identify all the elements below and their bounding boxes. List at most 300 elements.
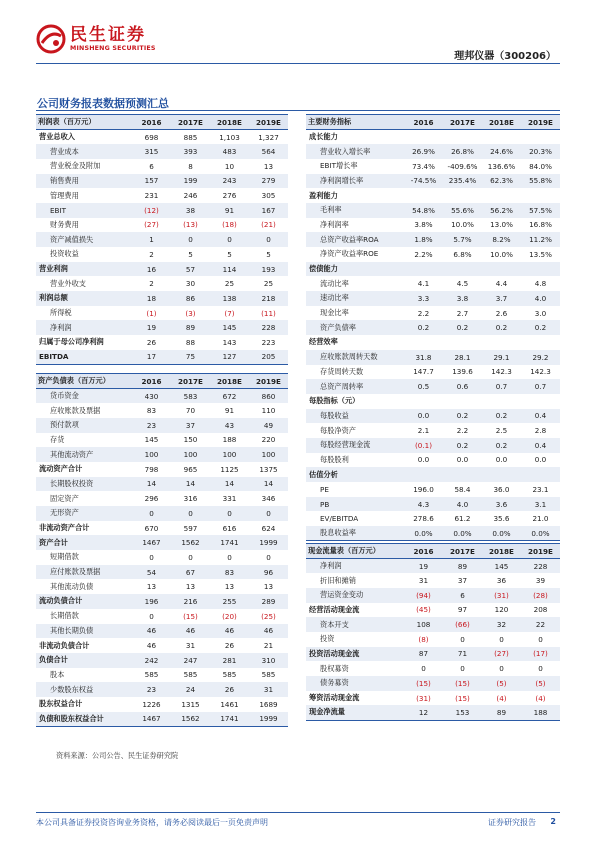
cell-value: 188 [521, 705, 560, 720]
row-label: 毛利率 [306, 203, 404, 218]
cell-value: (15) [183, 611, 198, 621]
row-label: 净利润 [36, 320, 132, 335]
cell-value: 4.0 [443, 497, 482, 512]
cell-value: 143 [222, 337, 237, 347]
cell-value: 10.0% [451, 220, 474, 230]
cell-value: 54 [132, 565, 171, 580]
cell-value: 228 [521, 559, 560, 574]
cell-value: 331 [222, 494, 237, 504]
cell-value: -74.5% [404, 174, 443, 189]
cell-value: 193 [249, 262, 288, 277]
cell-value: 231 [144, 191, 159, 201]
row-label: 销售费用 [36, 174, 132, 189]
cell-value: 25 [263, 279, 274, 289]
cell-value: 89 [171, 320, 210, 335]
table-row [306, 526, 560, 541]
table-title: 现金流量表（百万元） [306, 544, 404, 559]
table-row [36, 433, 288, 448]
cell-value: 1125 [220, 464, 239, 474]
table-row [306, 276, 560, 291]
row-label: 每股净资产 [320, 425, 356, 435]
table-row [36, 638, 288, 653]
cell-value: 0.7 [521, 379, 560, 394]
cell-value: 31 [249, 682, 288, 697]
cell-value: 55.8% [521, 174, 560, 189]
cell-value: 13.5% [529, 249, 552, 259]
row-label: EBIT增长率 [320, 161, 358, 171]
table-row [306, 453, 560, 468]
cell-value: 6.8% [453, 249, 472, 259]
year-header: 2018E [482, 115, 521, 130]
cell-value: 139.6 [452, 367, 473, 377]
cell-value: 2.1 [417, 426, 430, 436]
cell-value: (45) [416, 605, 431, 615]
cell-value: 0.2 [482, 438, 521, 453]
cell-value: 4.4 [495, 279, 508, 289]
cell-value [443, 262, 482, 277]
cell-value: 57 [171, 262, 210, 277]
row-label: 营业总收入 [39, 132, 75, 142]
cell-value: (7) [224, 308, 235, 318]
row-label: 所得税 [50, 308, 72, 318]
cell-value: 243 [210, 174, 249, 189]
cell-value: 70 [185, 406, 196, 416]
cell-value: 0.0% [404, 526, 443, 541]
cell-value: 29.2 [521, 350, 560, 365]
row-label: 资本开支 [306, 617, 404, 632]
table-row [36, 712, 288, 727]
table-row [306, 379, 560, 394]
table-row [36, 247, 288, 262]
cell-value: 624 [261, 523, 276, 533]
table-row [306, 409, 560, 424]
row-label: 应收账款周转天数 [306, 350, 404, 365]
table-row [306, 130, 560, 145]
cell-value: 29.1 [482, 350, 521, 365]
cell-value: 279 [249, 174, 288, 189]
cell-value: 108 [404, 617, 443, 632]
year-header: 2017E [443, 115, 482, 130]
cell-value: 10 [224, 161, 235, 171]
year-header: 2019E [521, 544, 560, 559]
cell-value: 0 [149, 552, 154, 562]
table-row [306, 365, 560, 380]
cell-value: 136.6% [487, 161, 516, 171]
table-header-row [36, 115, 288, 130]
cell-value: 188 [222, 435, 237, 445]
cell-value: 31 [185, 641, 196, 651]
cell-value: 145 [144, 435, 159, 445]
table-row [36, 535, 288, 550]
cell-value: 0.0 [456, 455, 469, 465]
cell-value: 1689 [259, 699, 278, 709]
table-row [36, 218, 288, 233]
cell-value: 0.0% [521, 526, 560, 541]
row-label: 投资收益 [50, 249, 79, 259]
cell-value: 296 [144, 494, 159, 504]
cell-value: 564 [249, 144, 288, 159]
row-label: 负债和股东权益合计 [36, 712, 132, 727]
cell-value [443, 335, 482, 350]
data-source-note: 资料来源：公司公告、民生证券研究院 [56, 751, 179, 760]
table-row [36, 506, 288, 521]
cell-value: 1.8% [404, 232, 443, 247]
cell-value: 1375 [259, 464, 278, 474]
table-row [36, 291, 288, 306]
row-label: PB [306, 497, 404, 512]
table-row [36, 262, 288, 277]
cell-value: 2.5 [495, 426, 508, 436]
cell-value: 0.0% [443, 526, 482, 541]
company-ticker: 理邦仪器（300206） [454, 51, 556, 62]
cell-value: 100 [249, 447, 288, 462]
cell-value: 0 [266, 552, 271, 562]
cell-value: 89 [482, 705, 521, 720]
cell-value [404, 335, 443, 350]
row-label: 其他流动负债 [50, 581, 94, 591]
cell-value: 36.0 [493, 484, 510, 494]
cell-value: 483 [210, 144, 249, 159]
cell-value: 2.6 [495, 308, 508, 318]
cell-value: 5 [188, 249, 193, 259]
cell-value: 0.2 [443, 409, 482, 424]
cell-value: 1741 [210, 712, 249, 727]
row-label: 无形资产 [36, 506, 132, 521]
table-row [306, 159, 560, 174]
cell-value: (8) [418, 634, 429, 644]
cell-value: 83 [146, 406, 157, 416]
table-row [36, 565, 288, 580]
cell-value [404, 467, 443, 482]
cell-value: 167 [249, 203, 288, 218]
cell-value: 14 [171, 477, 210, 492]
cell-value: (15) [404, 676, 443, 691]
cell-value: 0 [499, 664, 504, 674]
cell-value: 35.6 [493, 514, 510, 524]
table-row [306, 262, 560, 277]
cell-value: 670 [144, 523, 159, 533]
table-row [306, 573, 560, 588]
cell-value: 153 [443, 705, 482, 720]
cell-value: 0.4 [521, 409, 560, 424]
cell-value: (25) [261, 611, 276, 621]
year-header: 2017E [171, 374, 210, 389]
cell-value [521, 262, 560, 277]
table-row [306, 423, 560, 438]
table-row [36, 335, 288, 350]
table-row [306, 676, 560, 691]
table-row [36, 144, 288, 159]
cell-value: 3.8 [443, 291, 482, 306]
row-label: 财务费用 [50, 219, 79, 229]
cell-value: 3.8% [414, 220, 433, 230]
cell-value: 0 [538, 664, 543, 674]
cell-value: 0.0 [534, 455, 547, 465]
cell-value: 73.4% [412, 161, 435, 171]
cell-value: 255 [210, 594, 249, 609]
cell-value: 3.1 [521, 497, 560, 512]
table-row [306, 394, 560, 409]
row-label: 归属于母公司净利润 [39, 337, 104, 347]
cell-value: 21 [263, 641, 274, 651]
cell-value: 26 [210, 682, 249, 697]
cell-value: 75 [171, 350, 210, 365]
cell-value: 37 [457, 576, 468, 586]
cell-value: 585 [183, 670, 198, 680]
table-row [306, 188, 560, 203]
cell-value [404, 262, 443, 277]
row-label: 负债合计 [36, 653, 132, 668]
cell-value: 316 [183, 494, 198, 504]
cell-value: 145 [482, 559, 521, 574]
year-header: 2018E [482, 544, 521, 559]
cell-value: 157 [132, 174, 171, 189]
table-title: 资产负债表（百万元） [36, 374, 132, 389]
cell-value: -409.6% [447, 161, 478, 171]
cell-value: (13) [183, 220, 198, 230]
cell-value: 96 [249, 565, 288, 580]
row-label: 固定资产 [50, 493, 79, 503]
cell-value: 2.2% [414, 249, 433, 259]
cell-value: 62.3% [482, 174, 521, 189]
table-row [36, 203, 288, 218]
year-header: 2019E [249, 374, 288, 389]
table-row [306, 705, 560, 720]
cell-value: 1,103 [219, 132, 240, 142]
table-row [306, 335, 560, 350]
cell-value: 0 [460, 664, 465, 674]
cell-value: 1999 [249, 712, 288, 727]
cell-value: 247 [171, 653, 210, 668]
cell-value: 289 [249, 594, 288, 609]
table-row [306, 559, 560, 574]
cell-value: 23 [132, 682, 171, 697]
row-label: 投资 [320, 634, 335, 644]
cell-value [521, 467, 560, 482]
table-row [36, 188, 288, 203]
cell-value: 46 [210, 624, 249, 639]
cell-value: 39 [535, 576, 546, 586]
row-label: 预付款项 [36, 418, 132, 433]
cell-value: 19 [404, 559, 443, 574]
year-header: 2018E [210, 115, 249, 130]
row-label: 存货周转天数 [320, 366, 364, 376]
table-row [36, 521, 288, 536]
row-label: 筹资活动现金流 [309, 693, 360, 703]
table-header-row [36, 374, 288, 389]
row-label: 现金净流量 [306, 705, 404, 720]
cell-value: 0.2 [443, 320, 482, 335]
row-label: 流动资产合计 [39, 464, 83, 474]
table-row [36, 447, 288, 462]
table-row [306, 247, 560, 262]
table-row [36, 130, 288, 145]
cell-value: (31) [416, 693, 431, 703]
cell-value: 127 [210, 350, 249, 365]
table-row [306, 588, 560, 603]
cell-value: 28.1 [443, 350, 482, 365]
cell-value: 5 [227, 249, 232, 259]
cell-value: 1999 [249, 535, 288, 550]
table-row [36, 668, 288, 683]
cell-value: 585 [144, 670, 159, 680]
minsheng-logo [36, 22, 156, 56]
cell-value: 14 [210, 477, 249, 492]
table-row [36, 477, 288, 492]
table-row [36, 653, 288, 668]
cell-value: 246 [183, 191, 198, 201]
row-label: 营运资金变动 [306, 588, 404, 603]
row-label: EBITDA [36, 350, 132, 365]
table-row [36, 350, 288, 365]
cell-value: 0 [210, 232, 249, 247]
row-label: 应收账款及票据 [50, 405, 101, 415]
cell-value: 0 [210, 506, 249, 521]
row-label: 股息收益率 [306, 526, 404, 541]
row-label: 应付账款及票据 [36, 565, 132, 580]
cell-value [443, 188, 482, 203]
cell-value: 1315 [181, 699, 200, 709]
row-label: 每股收益 [306, 409, 404, 424]
cell-value [404, 188, 443, 203]
table-row [306, 603, 560, 618]
cell-value: 56.2% [482, 203, 521, 218]
year-header: 2016 [404, 544, 443, 559]
row-label: 营业收入增长率 [306, 144, 404, 159]
cell-value: 49 [249, 418, 288, 433]
cell-value: (4) [496, 693, 507, 703]
year-header: 2016 [132, 115, 171, 130]
cell-value: 11.2% [521, 232, 560, 247]
table-title: 主要财务指标 [306, 115, 404, 130]
cell-value: 196 [132, 594, 171, 609]
cell-value: 698 [144, 132, 159, 142]
row-label: 债务募资 [306, 676, 404, 691]
cell-value: (27) [482, 647, 521, 662]
balance-sheet-table [36, 373, 288, 727]
cell-value: 0.2 [482, 409, 521, 424]
cell-value: 19 [132, 320, 171, 335]
cell-value: (15) [443, 676, 482, 691]
cell-value [404, 394, 443, 409]
cell-value: 597 [183, 523, 198, 533]
table-row [306, 647, 560, 662]
cell-value: 1467 [132, 535, 171, 550]
cell-value: 0 [149, 611, 154, 621]
cell-value: 13 [185, 582, 196, 592]
cell-value: 43 [210, 418, 249, 433]
cell-value: 6 [443, 588, 482, 603]
cell-value: 0 [249, 232, 288, 247]
cell-value: 17 [132, 350, 171, 365]
cell-value: 0 [538, 634, 543, 644]
cell-value: 120 [494, 605, 509, 615]
table-row [36, 174, 288, 189]
cell-value: 310 [249, 653, 288, 668]
cell-value: 0 [171, 506, 210, 521]
cash-flow-table [306, 543, 560, 721]
cell-value: 26.8% [443, 144, 482, 159]
table-row [36, 697, 288, 712]
year-header: 2016 [404, 115, 443, 130]
table-row [36, 462, 288, 477]
row-label: 资产负债率 [306, 320, 404, 335]
page-number: 2 [550, 817, 556, 826]
cell-value: 21.0 [532, 514, 549, 524]
row-label: EV/EBITDA [320, 514, 359, 524]
cell-value: 278.6 [413, 514, 434, 524]
row-label: 资产减值损失 [36, 232, 132, 247]
row-label: 盈利能力 [309, 190, 338, 200]
cell-value: (94) [404, 588, 443, 603]
cell-value: 89 [443, 559, 482, 574]
table-row [306, 232, 560, 247]
table-row [306, 497, 560, 512]
row-label: 成长能力 [309, 132, 338, 142]
row-label: 净利润增长率 [306, 174, 404, 189]
footer-report-type: 证券研究报告 [488, 818, 536, 827]
header-divider [36, 63, 560, 64]
financial-ratios-table [306, 114, 560, 541]
cell-value: 8 [188, 161, 193, 171]
table-row [306, 291, 560, 306]
table-row [36, 682, 288, 697]
row-label: 利润总额 [36, 291, 132, 306]
row-label: 长期借款 [50, 611, 79, 621]
cell-value: 242 [132, 653, 171, 668]
minsheng-logo-icon [36, 24, 66, 54]
table-header-row [306, 115, 560, 130]
cell-value: 37 [171, 418, 210, 433]
row-label: 股本 [50, 669, 65, 679]
table-row [36, 389, 288, 404]
cell-value: 13 [146, 582, 157, 592]
table-header-row [306, 544, 560, 559]
row-label: 非流动资产合计 [39, 523, 90, 533]
cell-value: 0 [460, 634, 465, 644]
cell-value: 31.8 [404, 350, 443, 365]
cell-value: 12 [404, 705, 443, 720]
row-label: 少数股东权益 [36, 682, 132, 697]
row-label: 经营效率 [309, 337, 338, 347]
cell-value: 32 [482, 617, 521, 632]
cell-value: 346 [261, 494, 276, 504]
cell-value [521, 130, 560, 145]
cell-value: 24 [171, 682, 210, 697]
cell-value: 14 [132, 477, 171, 492]
cell-value: 1 [132, 232, 171, 247]
cell-value: 87 [404, 647, 443, 662]
row-label: 偿债能力 [306, 262, 404, 277]
cell-value: 220 [261, 435, 276, 445]
section-divider [36, 110, 560, 111]
cell-value: (3) [185, 308, 196, 318]
cell-value: 672 [210, 389, 249, 404]
cell-value: 2.2 [417, 308, 430, 318]
cell-value [482, 130, 521, 145]
cell-value: 205 [249, 350, 288, 365]
cell-value: 55.6% [443, 203, 482, 218]
table-row [36, 418, 288, 433]
cell-value: (15) [455, 693, 470, 703]
cell-value: 16.8% [529, 220, 552, 230]
row-label: 投资活动现金流 [306, 647, 404, 662]
table-row [306, 467, 560, 482]
cell-value: 38 [171, 203, 210, 218]
cell-value: 84.0% [529, 161, 552, 171]
table-row [36, 624, 288, 639]
cell-value [443, 130, 482, 145]
